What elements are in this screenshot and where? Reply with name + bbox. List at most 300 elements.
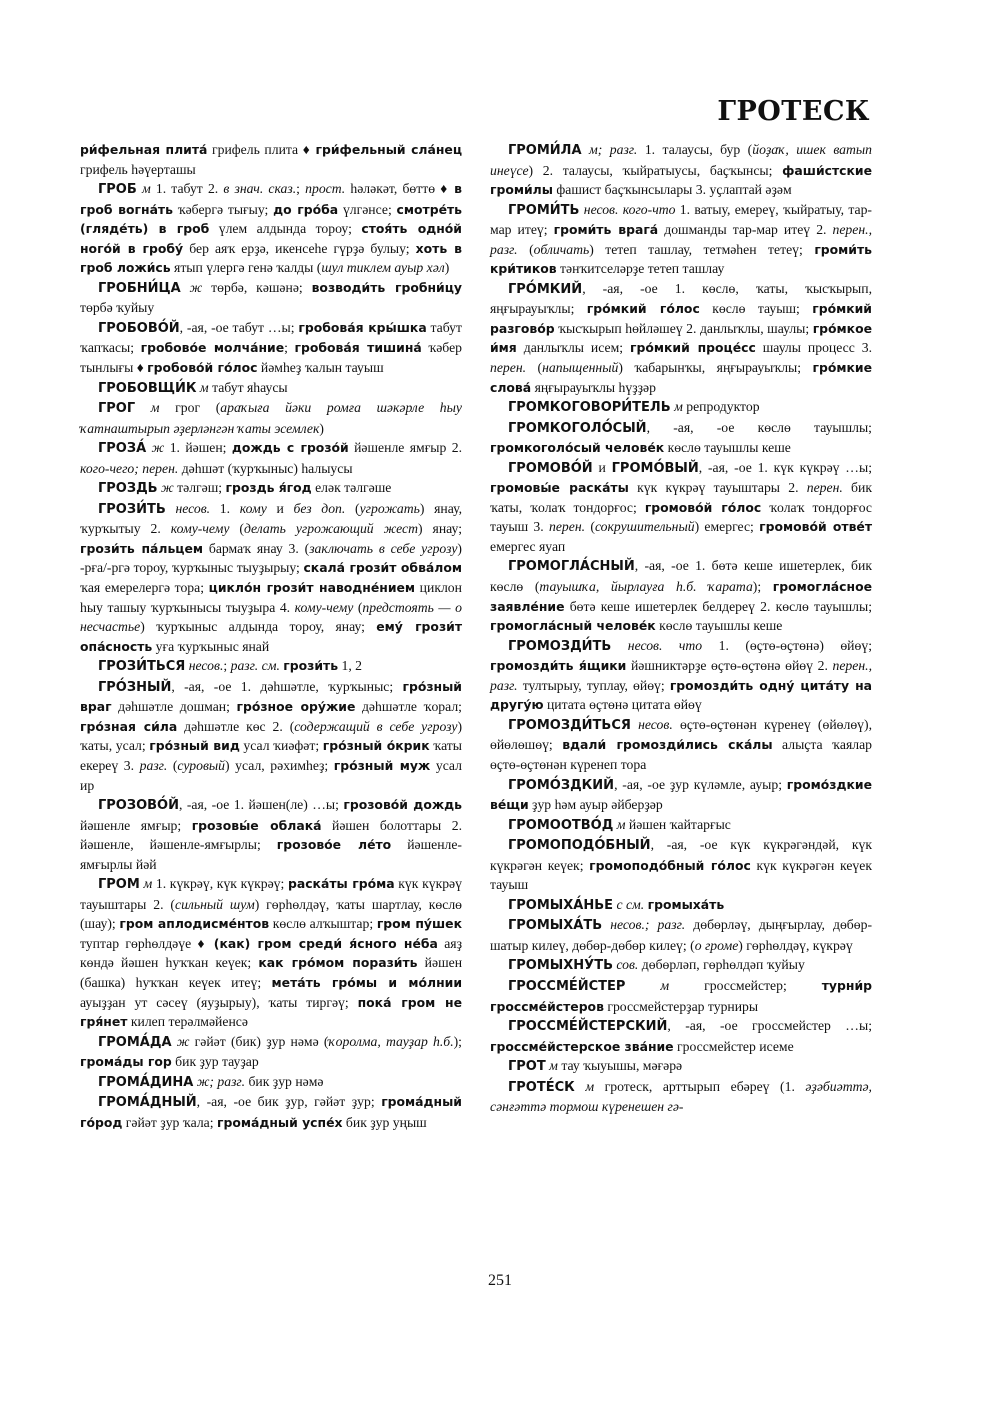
entry-translation: ҡысҡырып һөйләшеү 2. данлыҡлы, шаулы;: [554, 320, 813, 336]
entry-phrase: гро́зный враг: [80, 678, 462, 715]
entry-phrase: гробово́й го́лос: [147, 360, 258, 376]
entry-grammar-note: сов.: [612, 957, 642, 973]
entry-translation: (: [229, 521, 244, 537]
entry-translation: , -ая, -ое бик ҙур, гәйәт ҙур;: [196, 1094, 382, 1110]
entry-translation: ҡәбергә тығыу;: [172, 201, 274, 217]
entry-phrase: громо́здкие ве́щи: [490, 776, 872, 813]
entry-headword: ГРОМА́ДИНА: [98, 1074, 194, 1090]
entry-translation: 1. ватыу, емереү, ҡыйратыу, тар-мар итеү;: [490, 201, 872, 238]
entry-translation: гәйәт (бик) ҙур нәмә (: [194, 1033, 329, 1049]
entry-translation: бик ҙур уңыш: [342, 1114, 427, 1130]
entry-translation: тәлгәш;: [177, 480, 226, 496]
entry-translation: ҡәбер тынлығы ♦: [80, 340, 462, 376]
dictionary-entry: [490, 895, 872, 916]
entry-headword: ГРОМА́ДА: [98, 1034, 172, 1050]
entry-translation: ) тетеп ташлау, тетмәһен тетеү;: [589, 241, 815, 257]
entry-translation: ҡая емерелергә тора;: [80, 580, 209, 596]
entry-translation: усал ир: [80, 757, 462, 793]
entry-grammar-note: кого-чего; перен.: [80, 460, 179, 476]
entry-phrase: громово́й отве́т: [759, 519, 872, 535]
entry-headword: ГРОМ: [98, 877, 140, 893]
entry-translation: үлгәнсе;: [338, 201, 397, 217]
entry-phrase: гри́фельный сла́нец: [315, 142, 463, 157]
entry-headword: ГРОЗДЬ: [98, 481, 158, 497]
entry-headword: ГРОМКОГОЛО́СЫЙ: [508, 420, 647, 436]
entry-phrase: раска́ты гро́ма: [287, 876, 395, 892]
entry-headword: ГРОТЕ́СК: [508, 1079, 575, 1095]
entry-translation: тәнҡитселәрҙе тетеп ташлау: [556, 261, 725, 277]
entry-phrase: гро́зный о́крик: [322, 738, 430, 754]
entry-translation: ауыҙҙан ут сәсеү (яуҙырыу), ҡаты тиргәү;: [80, 994, 358, 1010]
entry-headword: ГРОМООТВО́Д: [508, 817, 614, 833]
dictionary-entry: [490, 715, 872, 775]
dictionary-entry: [490, 775, 872, 815]
entry-translation: дәһшәтле дошман;: [111, 699, 237, 715]
right-column: [490, 140, 872, 1117]
dictionary-entry: [80, 278, 462, 318]
entry-translation: килеп терәлмәйенсә: [127, 1014, 248, 1030]
entry-headword: ГРОЗИ́ТЬ: [98, 501, 166, 517]
entry-phrase: (как) гром среди́ я́сного не́ба: [213, 935, 438, 951]
entry-translation: ҡаты екереү 3.: [80, 738, 462, 773]
entry-translation: );: [752, 579, 773, 595]
entry-translation: йәшенле-ямғырлы йәй: [80, 837, 462, 872]
entry-phrase: как гро́мом порази́ть: [258, 955, 418, 971]
entry-translation: аяҙ көндә йәшен һуҡҡан кеүек;: [80, 935, 462, 971]
entry-translation: , -ая, -ое ҙур күләмле, ауыр;: [614, 776, 787, 792]
entry-headword: ГРОЗИ́ТЬСЯ: [98, 659, 186, 675]
entry-translation: көслө тауышлы кеше: [664, 440, 791, 456]
entry-translation: бик ҙур тауҙар: [171, 1054, 259, 1070]
entry-translation: бер аяҡ ерҙә, икенсеһе гүрҙә булыу;: [183, 240, 416, 256]
entry-phrase: ему́ грози́т опа́сность: [80, 619, 463, 654]
entry-phrase: грозово́й дождь: [343, 797, 463, 813]
dictionary-entry: [80, 140, 462, 179]
entry-translation: йәшен ҡайтарғыс: [628, 816, 731, 832]
dictionary-entry: [490, 279, 872, 397]
entry-headword: ГРОМИ́ТЬ: [508, 202, 580, 218]
entry-headword: ГРОГ: [98, 401, 136, 417]
entry-translation: 1. талаусы, бур (: [644, 142, 753, 157]
entry-phrase: громоподо́бный го́лос: [589, 857, 751, 873]
entry-translation: тултырыу, туплау, өйөү;: [517, 677, 670, 693]
entry-translation: йәшенле ямғыр;: [80, 817, 192, 833]
entry-phrase: громозди́ть одну́ цита́ту на другу́ю: [490, 677, 872, 713]
entry-phrase: возводи́ть гробни́цу: [311, 279, 462, 295]
entry-translation: (: [345, 500, 360, 516]
entry-translation: дәһшәтле ҡорал;: [355, 699, 462, 715]
entry-headword: ГРОЗА́: [98, 441, 147, 457]
entry-headword: ГРОТ: [508, 1059, 546, 1075]
entry-phrase: гробово́е молча́ние: [140, 340, 285, 356]
entry-grammar-note: в знач. сказ.: [223, 181, 297, 197]
entry-translation: йәшен (башка) һуҡҡан кеүек итеү;: [80, 955, 463, 990]
entry-grammar-note: сокрушительный: [594, 519, 695, 535]
entry-translation: дәһшәтле көс 2. (: [177, 718, 295, 734]
entry-phrase: стоя́ть одно́й ного́й в гробу́: [80, 221, 462, 256]
dictionary-entry: [490, 1016, 872, 1056]
entry-grammar-note: ж: [157, 480, 178, 496]
entry-translation: өҫтө-өҫтөнән күренеү (өйөлөү), өйөлөшөү;: [490, 716, 872, 753]
entry-translation: дөбөрләп, гөрһөлдәп ҡуйыу: [641, 957, 805, 973]
entry-headword: ГРОМОЗДИ́ТЬ: [508, 638, 612, 654]
entry-grammar-note: несов.: [165, 500, 220, 516]
entry-translation: );: [453, 1033, 462, 1049]
entry-phrase: громи́ть врага́: [553, 222, 659, 238]
entry-translation: йәмһеҙ ҡалын тауыш: [257, 360, 384, 376]
dictionary-entry: [80, 795, 462, 874]
entry-translation: һәләкәт, бөттө ♦: [345, 181, 455, 197]
entry-translation: йәшниктәрҙе өҫтө-өҫтөнә өйөү 2.: [626, 658, 833, 674]
entry-translation: ) усал, рәхимһеҙ;: [225, 757, 334, 773]
entry-translation: ;: [223, 658, 231, 674]
entry-phrase: грози́ть па́льцем: [80, 540, 204, 556]
entry-translation: ) ҡабарынҡы, яңғырауыҡлы;: [618, 360, 813, 376]
entry-phrase: пока́ гром не гря́нет: [80, 994, 462, 1030]
entry-grammar-note: делать угрожающий жест: [243, 521, 419, 537]
entry-grammar-note: предстоять — о несчастье: [80, 599, 462, 635]
entry-translation: еләк тәлгәше: [311, 480, 392, 496]
entry-translation: күк күкрәгән кеүек тауыш: [490, 857, 872, 893]
dictionary-entry: [490, 955, 872, 976]
entry-translation: йәшен болоттары 2. йәшенле, йәшенле-ямғырлы;: [80, 817, 462, 853]
entry-phrase: громогла́сное заявле́ние: [490, 579, 872, 614]
dictionary-entry: [80, 478, 462, 499]
entry-translation: репродуктор: [686, 399, 760, 415]
entry-phrase: гро́зный вид: [149, 738, 240, 754]
entry-translation: 1. күкрәү, күк күкрәү;: [155, 876, 288, 892]
entry-grammar-note: ж; разг.: [193, 1073, 249, 1089]
left-column: [80, 140, 462, 1132]
dictionary-entry: [80, 398, 462, 438]
entry-grammar-note: несов.; разг.: [602, 917, 694, 933]
entry-grammar-note: сильный шум: [175, 896, 255, 912]
entry-translation: и: [592, 459, 612, 475]
entry-translation: үлем алдында тороу;: [209, 221, 362, 237]
entry-grammar-note: напыщенный: [542, 360, 619, 376]
entry-grammar-note: м: [545, 1058, 562, 1074]
entry-translation: бик ҙур нәмә: [248, 1073, 324, 1089]
entry-translation: ;: [296, 181, 306, 197]
entry-phrase: смотре́ть (гляде́ть) в гроб: [80, 201, 463, 237]
entry-phrase: фаши́стские громи́лы: [490, 162, 872, 198]
entry-translation: (: [585, 519, 595, 535]
entry-translation: (: [167, 757, 178, 773]
entry-headword: ГРОМЫХА́ТЬ: [508, 918, 603, 934]
entry-grammar-note: перен.: [490, 360, 527, 376]
entry-translation: , -ая, -ое табут …ы;: [179, 319, 299, 335]
entry-translation: көслө тауышлы кеше: [655, 618, 783, 634]
entry-phrase: ри́фельная плита́: [80, 142, 208, 157]
entry-grammar-note: ҡоролма, тауҙар һ.б.: [328, 1033, 454, 1049]
entry-grammar-note: м: [196, 379, 213, 395]
entry-translation: бик ҡаты, ҡолаҡ тондорғос;: [490, 480, 872, 515]
entry-headword: ГРО́ЗНЫЙ: [98, 679, 172, 695]
entry-translation: ятып үлергә генә ҡалды (: [170, 260, 322, 276]
entry-headword: ГРОБОВЩИ́К: [98, 380, 197, 396]
dictionary-entry: [490, 1056, 872, 1077]
entry-translation: 1. йәшен;: [169, 440, 232, 456]
entry-grammar-note: содержащий в себе угрозу: [294, 718, 458, 734]
entry-phrase: грозово́е ле́то: [276, 837, 392, 853]
entry-phrase: гро́мкий проце́сс: [630, 340, 756, 356]
entry-phrase: гробова́я кры́шка: [298, 319, 427, 335]
entry-translation: тау ҡыуышы, мәғәрә: [561, 1058, 683, 1074]
dictionary-entry: [80, 874, 462, 1031]
entry-translation: гроссмейстерҙар турниры: [603, 998, 759, 1014]
entry-translation: ) ҡурҡыныс алдында тороу, янау;: [140, 619, 377, 635]
entry-grammar-note: обличать: [533, 241, 590, 257]
entry-grammar-note: м: [670, 399, 687, 415]
entry-grammar-note: с см.: [613, 896, 648, 912]
entry-grammar-note: разг. см.: [230, 658, 280, 674]
entry-translation: (: [526, 360, 543, 376]
entry-grammar-note: несов.: [185, 658, 224, 674]
entry-translation: (: [517, 241, 534, 257]
entry-headword: ГРОБ: [98, 182, 137, 198]
entry-phrase: грози́ть: [283, 658, 339, 674]
dictionary-entry: [490, 1077, 872, 1117]
entry-translation: бармаҡ янау 3. (: [203, 540, 310, 556]
entry-grammar-note: м: [135, 400, 176, 416]
entry-grammar-note: ж: [180, 279, 212, 295]
dictionary-entry: [80, 1032, 462, 1072]
dictionary-entry: [490, 976, 872, 1016]
entry-grammar-note: о громе: [694, 937, 739, 953]
entry-headword: ГРОМОЗДИ́ТЬСЯ: [508, 717, 631, 733]
entry-phrase: гро́зная си́ла: [80, 718, 178, 734]
entry-translation: ) гөрһөлдәү, ҡаты шартлау, көслө (шау);: [80, 896, 462, 932]
entry-translation: ) янау;: [418, 521, 462, 537]
entry-phrase: в гроб вогна́ть: [80, 181, 462, 217]
entry-headword: ГРОМЫХНУ́ТЬ: [508, 958, 613, 974]
entry-translation: табут яһаусы: [212, 379, 288, 395]
dictionary-entry: [490, 418, 872, 458]
dictionary-entry: [490, 200, 872, 279]
entry-phrase: гро́зное ору́жие: [236, 699, 356, 715]
entry-phrase: цикло́н грози́т наводне́нием: [208, 580, 416, 596]
dictionary-entry: [490, 397, 872, 418]
entry-grammar-note: кому-чему: [170, 521, 230, 537]
entry-headword: ГРОМА́ДНЫЙ: [98, 1095, 197, 1111]
entry-phrase: турни́р гроссме́йстеров: [490, 977, 872, 1014]
entry-translation: (: [353, 599, 363, 615]
dictionary-entry: [490, 915, 872, 955]
entry-translation: күк күкрәү тауыштары 2. (: [80, 876, 462, 912]
entry-phrase: грома́дный го́род: [80, 1094, 462, 1130]
entry-phrase: скала́ грози́т обва́лом: [303, 560, 462, 576]
dictionary-entry: [80, 318, 462, 378]
entry-translation: гәйәт ҙур ҡала;: [122, 1114, 217, 1130]
entry-translation: , -ая, -ое 1. дәһшәтле, ҡурҡыныс;: [171, 678, 403, 694]
entry-headword: ГРО́МКИЙ: [508, 281, 583, 297]
entry-translation: төрбә ҡуйыу: [80, 300, 155, 316]
entry-grammar-note: м: [613, 816, 629, 832]
entry-translation: дошманды тар-мар итеү 2.: [658, 222, 833, 238]
entry-headword: ГРОМОПОДО́БНЫЙ: [508, 838, 651, 854]
dictionary-entry: [490, 140, 872, 200]
entry-grammar-note: тауышҡа, йырлауға һ.б. ҡарата: [539, 579, 753, 595]
entry-grammar-note: перен., разг.: [490, 658, 872, 693]
entry-phrase: громовы́е раска́ты: [490, 480, 629, 496]
entry-phrase: гро́мкие слова́: [490, 360, 873, 395]
entry-grammar-note: прост.: [305, 181, 346, 197]
entry-translation: 1.: [219, 500, 240, 516]
entry-phrase: хоть в гроб ложи́сь: [80, 240, 462, 276]
entry-translation: усал ҡиәфәт;: [239, 738, 323, 754]
entry-grammar-note: ж: [171, 1033, 195, 1049]
entry-phrase: до гро́ба: [273, 201, 339, 217]
entry-headword: ГРОССМЕ́ЙСТЕРСКИЙ: [508, 1019, 668, 1035]
dictionary-entry: [80, 1092, 462, 1132]
entry-phrase: громогла́сный челове́к: [490, 618, 656, 634]
entry-phrase: гро́мкое и́мя: [490, 320, 872, 356]
entry-translation: бөтә кеше ишетерлек белдереү 2. көслө тауышлы;: [564, 598, 872, 614]
entry-grammar-note: м; разг.: [581, 142, 645, 157]
entry-grammar-note: несов. кого-что: [579, 201, 680, 217]
entry-headword: ГРОМО́ВЫЙ: [611, 460, 699, 476]
entry-grammar-note: шул тиклем ауыр хәл: [321, 260, 445, 276]
entry-grammar-note: әҙәбиәттә, сәнғәттә тормош күренешен гә-: [490, 1078, 872, 1115]
entry-translation: гротеск, арттырып ебәреү (1.: [604, 1078, 806, 1094]
entry-translation: гроссмейстер;: [704, 977, 822, 993]
entry-phrase: гробова́я тишина́: [294, 340, 422, 356]
entry-translation: , -ая, -ое 1. бөтә кеше ишетерлек, бик көслө (: [490, 558, 872, 595]
entry-translation: , -ая, -ое күк күкрәгәндәй, күк күкрәгән кеүек;: [490, 837, 872, 873]
entry-headword: ГРОМОВО́Й: [508, 460, 593, 476]
entry-headword: ГРОБНИ́ЦА: [98, 280, 181, 296]
entry-grammar-note: кому-чему: [294, 599, 354, 615]
entry-translation: шаулы процесс 3.: [755, 340, 873, 356]
entry-translation: гроссмейстер исеме: [673, 1038, 794, 1054]
dictionary-entry: [80, 1072, 462, 1093]
entry-translation: циклон һыу ташыу ҡурҡынысы тыуҙыра 4.: [80, 580, 462, 615]
entry-phrase: гро́мкий разгово́р: [490, 301, 872, 336]
entry-translation: , -ая, -ое көслө тауышлы;: [646, 419, 872, 435]
entry-translation: ): [319, 420, 324, 436]
entry-phrase: громово́й го́лос: [644, 499, 762, 515]
entry-translation: ) ҡаты, усал;: [80, 718, 462, 754]
entry-grammar-note: без доп.: [293, 500, 346, 516]
entry-translation: көслө тауыш;: [699, 301, 813, 317]
entry-phrase: громыха́ть: [647, 896, 725, 912]
entry-headword: ГРОМО́ЗДКИЙ: [508, 777, 615, 793]
dictionary-entry: [80, 179, 462, 278]
entry-translation: цитата өҫтөнә цитата өйөү: [543, 697, 702, 713]
entry-translation: йәшенле ямғыр 2.: [348, 440, 462, 456]
entry-grammar-note: угрожать: [359, 500, 420, 516]
entry-grammar-note: йоҙаҡ, ишек ватып инеүсе: [490, 142, 873, 178]
entry-phrase: гром пу́шек: [376, 916, 462, 932]
entry-grammar-note: кому: [239, 500, 267, 516]
entry-translation: ҡолаҡ тондорғос тауыш 3.: [490, 499, 872, 535]
entry-translation: ) -рға/-ргә тороу, ҡурҡыныс тыуҙырыу;: [80, 540, 462, 576]
entry-translation: ;: [284, 340, 295, 356]
entry-translation: емергес яуап: [490, 538, 566, 554]
entry-phrase: гроздь я́год: [225, 480, 312, 496]
entry-translation: фашист баҫҡынсылары 3. уҫлаптай әҙәм: [552, 182, 792, 198]
entry-translation: ) гөрһөлдәү, күкрәү: [738, 937, 853, 953]
entry-headword: ГРОЗОВО́Й: [98, 798, 179, 814]
entry-grammar-note: м: [625, 977, 705, 993]
entry-phrase: грома́дный успе́х: [216, 1114, 343, 1130]
entry-grammar-note: м: [136, 181, 156, 197]
entry-phrase: гроссме́йстерское зва́ние: [490, 1038, 674, 1054]
entry-translation: туптар гөрһөлдәүе ♦: [80, 935, 214, 951]
entry-translation: дөбөрләү, дыңғырлау, дөбөр-шатыр килеү, дөбөр-дөбөр килеү; (: [490, 917, 873, 953]
entry-grammar-note: суровый: [177, 757, 226, 773]
dictionary-entry: [490, 458, 872, 557]
entry-grammar-note: м: [139, 876, 156, 892]
dictionary-entry: [490, 556, 872, 635]
entry-translation: ҙур һәм ауыр әйберҙәр: [528, 797, 663, 813]
entry-grammar-note: араҡыға йәки ромға шәкәрле һыу ҡатнаштырып әҙерләнгән ҡаты эсемлек: [80, 400, 462, 436]
entry-grammar-note: ж: [146, 440, 170, 456]
dictionary-entry: [80, 438, 462, 478]
running-head: ГРОТЕСК: [717, 96, 870, 127]
entry-phrase: вдали́ громозди́лись ска́лы: [562, 737, 773, 753]
entry-headword: ГРОМИ́ЛА: [508, 143, 582, 158]
entry-grammar-note: заключать в себе угрозу: [309, 540, 458, 556]
entry-translation: , -ая, -ое 1. көслө, ҡаты, ҡысҡырып, яңғырауыҡлы;: [490, 280, 872, 317]
dictionary-entry: [80, 677, 462, 795]
entry-translation: 1, 2: [338, 658, 363, 674]
entry-translation: грифель һәүерташы: [80, 161, 196, 177]
dictionary-entry: [490, 815, 872, 836]
dictionary-entry: [80, 378, 462, 399]
dictionary-entry: [80, 656, 462, 677]
entry-translation: ) янау, ҡурҡытыу 2.: [80, 500, 463, 537]
entry-phrase: громкоголо́сый челове́к: [490, 440, 665, 456]
entry-headword: ГРОМЫХА́НЬЕ: [508, 897, 614, 913]
entry-phrase: мета́ть гро́мы и мо́лнии: [271, 974, 462, 990]
entry-translation: көслө алҡыштар;: [269, 916, 377, 932]
entry-translation: 1. табут 2.: [155, 181, 224, 197]
entry-phrase: громозди́ть я́щики: [490, 658, 627, 674]
entry-translation: алыҫта ҡаялар өҫтө-өҫтөнән күренеп тора: [490, 737, 873, 772]
entry-headword: ГРОМКОГОВОРИ́ТЕЛЬ: [508, 400, 671, 416]
entry-translation: төрбә, кәшәнә;: [211, 279, 312, 295]
entry-grammar-note: несов. что: [611, 637, 719, 653]
entry-phrase: грома́ды гор: [80, 1054, 172, 1070]
entry-grammar-note: м: [574, 1078, 605, 1094]
entry-translation: данлыҡлы исем;: [516, 340, 630, 356]
entry-translation: , -ая, -ое гроссмейстер …ы;: [667, 1018, 872, 1034]
entry-headword: ГРОБОВО́Й: [98, 320, 180, 336]
entry-grammar-note: перен.: [549, 519, 586, 535]
entry-translation: ) емергес;: [694, 519, 760, 535]
entry-grammar-note: несов.: [630, 716, 680, 732]
entry-translation: , -ая, -ое 1. күк күкрәү …ы;: [698, 459, 872, 475]
dictionary-entry: [80, 499, 462, 656]
entry-translation: уға ҡурҡыныс янай: [152, 638, 270, 654]
entry-phrase: дождь с грозо́й: [231, 440, 349, 456]
entry-phrase: громи́ть кри́тиков: [490, 241, 872, 277]
entry-grammar-note: перен.: [806, 480, 843, 496]
dictionary-entry: [490, 636, 872, 715]
entry-translation: яңғырауыҡлы һүҙҙәр: [531, 379, 656, 395]
entry-grammar-note: разг.: [139, 757, 168, 773]
entry-phrase: гром аплодисме́нтов: [119, 916, 270, 932]
entry-headword: ГРОССМЕ́ЙСТЕР: [508, 978, 626, 994]
page-number: 251: [488, 1272, 512, 1289]
entry-translation: дәһшәт (ҡурҡыныс) һалыусы: [178, 460, 353, 476]
entry-phrase: гро́зный муж: [333, 757, 431, 773]
entry-translation: ): [444, 260, 450, 276]
dictionary-entry: [490, 835, 872, 895]
entry-translation: грог (: [175, 400, 221, 416]
entry-translation: табут ҡапҡасы;: [80, 319, 462, 356]
